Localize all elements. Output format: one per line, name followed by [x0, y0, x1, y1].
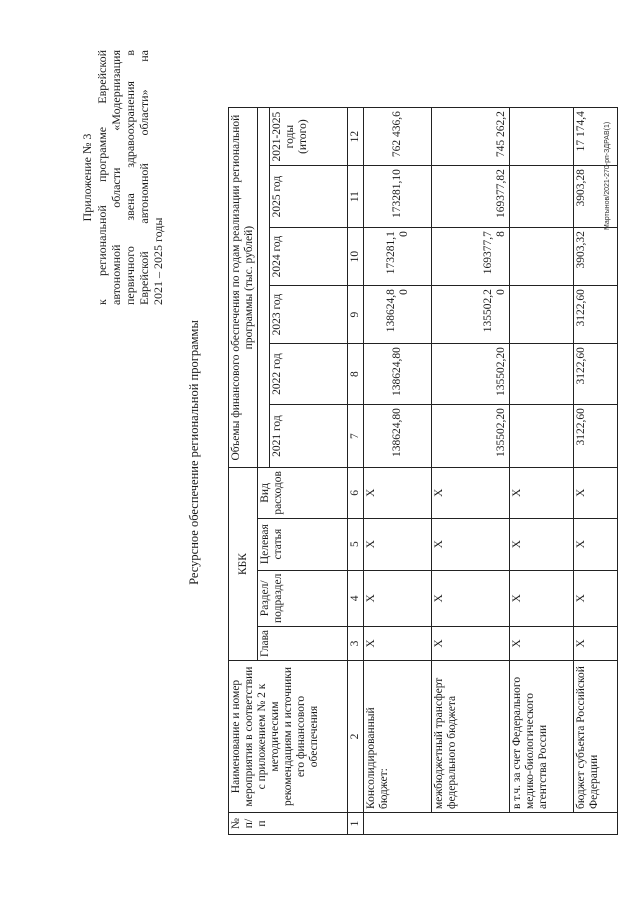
header-2023: 2023 год — [270, 286, 348, 344]
row-name: бюджет субъекта Российской Федерации — [574, 661, 618, 813]
row-vid: Х — [364, 468, 432, 519]
header-2022: 2022 год — [270, 344, 348, 405]
row-vid: Х — [510, 468, 574, 519]
col-number: 1 — [348, 813, 364, 835]
row-2021: 138624,80 — [364, 405, 432, 468]
row-celevaya: Х — [364, 518, 432, 570]
header-glava: Глава — [258, 626, 348, 660]
row-glava: Х — [364, 626, 432, 660]
document-title: Ресурсное обеспечение региональной программы — [187, 320, 201, 585]
appendix-line: автономной области «Модернизация — [109, 50, 123, 305]
row-razdel: Х — [574, 570, 618, 626]
table-row — [432, 108, 510, 835]
col-number: 4 — [348, 570, 364, 626]
row-2021: 135502,20 — [432, 405, 510, 468]
col-number: 3 — [348, 626, 364, 660]
row-razdel: Х — [510, 570, 574, 626]
col-number: 7 — [348, 405, 364, 468]
col-number: 2 — [348, 661, 364, 813]
row-celevaya: Х — [510, 518, 574, 570]
col-number: 6 — [348, 468, 364, 519]
col-number: 8 — [348, 344, 364, 405]
header-num: № п/п — [229, 813, 348, 835]
row-2025: 3903,28 — [574, 166, 618, 228]
row-2023: 135502,2 0 — [432, 286, 510, 344]
row-celevaya: Х — [574, 518, 618, 570]
row-2022: 3122,60 — [574, 344, 618, 405]
row-name: Консолидированный бюджет: — [364, 661, 432, 813]
row-2022: 135502,20 — [432, 344, 510, 405]
col-number: 5 — [348, 518, 364, 570]
row-name: в т.ч. за счет Федерального медико-биологического агентства России — [510, 661, 574, 813]
header-total: 2021-2025 годы (итого) — [270, 108, 348, 166]
footer-note: Мартынов/2021-270-рп-ЗДРАВ(1) — [604, 121, 611, 230]
header-kbk: КБК — [229, 468, 258, 661]
row-2024: 169377,7 8 — [432, 228, 510, 286]
table-row — [510, 108, 574, 835]
row-2021 — [510, 405, 574, 468]
appendix-header — [80, 50, 165, 305]
row-glava: Х — [510, 626, 574, 660]
row-2023: 3122,60 — [574, 286, 618, 344]
header-celevaya: Целевая статья — [258, 518, 348, 570]
row-number — [364, 813, 618, 835]
row-total — [510, 108, 574, 166]
row-total: 17 174,4 — [574, 108, 618, 166]
col-number: 11 — [348, 166, 364, 228]
row-vid: Х — [574, 468, 618, 519]
appendix-line: Еврейской автономной области» на — [137, 50, 151, 305]
header-vid: Вид расходов — [258, 468, 348, 519]
header-2025: 2025 год — [270, 166, 348, 228]
row-2025: 169377,82 — [432, 166, 510, 228]
row-celevaya: Х — [432, 518, 510, 570]
header-2024: 2024 год — [270, 228, 348, 286]
row-vid: Х — [432, 468, 510, 519]
row-2025: 173281,10 — [364, 166, 432, 228]
appendix-line: первичного звена здравоохранения в — [123, 50, 137, 305]
col-number: 12 — [348, 108, 364, 166]
row-razdel: Х — [364, 570, 432, 626]
col-number: 10 — [348, 228, 364, 286]
header-2021: 2021 год — [270, 405, 348, 468]
appendix-line: 2021 – 2025 годы — [151, 217, 165, 305]
row-2024: 3903,32 — [574, 228, 618, 286]
row-name: межбюджетный трансферт федерального бюджета — [432, 661, 510, 813]
header-row — [229, 108, 258, 835]
row-2022: 138624,80 — [364, 344, 432, 405]
row-2024: 173281,1 0 — [364, 228, 432, 286]
row-total: 762 436,6 — [364, 108, 432, 166]
row-2021: 3122,60 — [574, 405, 618, 468]
header-razdel: Раздел/подраздел — [258, 570, 348, 626]
header-name: Наименование и номер мероприятия в соответствии с приложением № 2 к методическим рекомендациям и источники его финансового обеспечения — [229, 661, 348, 813]
resource-table — [228, 107, 618, 835]
appendix-line: к региональной программе Еврейской — [95, 50, 109, 305]
row-glava: Х — [574, 626, 618, 660]
row-2025 — [510, 166, 574, 228]
header-volumes: Объемы финансового обеспечения по годам реализации региональной программы (тыс. рублей) — [229, 108, 258, 468]
row-2023: 138624,8 0 — [364, 286, 432, 344]
table-row — [364, 108, 432, 835]
appendix-title: Приложение № 3 — [80, 133, 94, 222]
row-2024 — [510, 228, 574, 286]
row-total: 745 262,2 — [432, 108, 510, 166]
column-number-row — [348, 108, 364, 835]
col-number: 9 — [348, 286, 364, 344]
row-glava: Х — [432, 626, 510, 660]
row-2023 — [510, 286, 574, 344]
row-2022 — [510, 344, 574, 405]
row-razdel: Х — [432, 570, 510, 626]
